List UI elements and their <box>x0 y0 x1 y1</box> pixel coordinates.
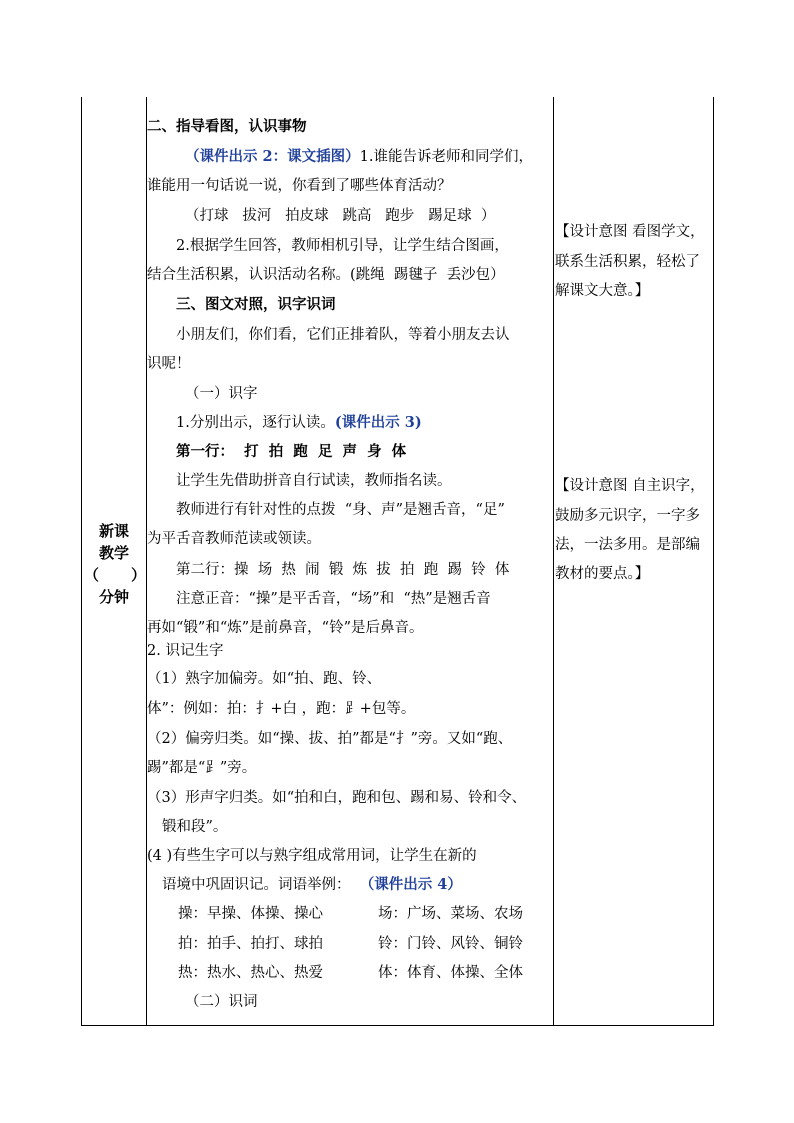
content-line: 教师进行有针对性的点拨 “身、声”是翘舌音，“足” <box>176 502 505 518</box>
content-line: (4 )有些生字可以与熟字组成常用词，让学生在新的 <box>147 848 477 864</box>
content-line: 让学生先借助拼音自行试读，教师指名读。 <box>176 473 452 489</box>
content-line: 第二行：操 场 热 闹 锻 炼 拔 拍 跑 踢 铃 体 <box>176 562 510 578</box>
content-line: （1）熟字加偏旁。如“拍、跑、铃、 <box>147 671 382 687</box>
content-line: 体”：例如：拍：扌+白 ，跑：⻊+包等。 <box>147 701 416 717</box>
content-line: 小朋友们，你们看，它们正排着队，等着小朋友去认 <box>176 327 510 343</box>
content-line: 锻和段”。 <box>162 819 228 835</box>
content-line: 为平舌音教师范读或领读。 <box>147 531 321 547</box>
design-note-1: 解课文大意。】 <box>555 283 650 299</box>
content-line: 注意正音：“操”是平舌音，“场”和 “热”是翘舌音 <box>176 591 491 607</box>
design-note-2: 鼓励多元识字，一字多 <box>555 508 700 524</box>
word-example: 拍：拍手、拍打、球拍 <box>178 936 323 952</box>
word-example: 铃：门铃、风铃、铜铃 <box>378 936 523 952</box>
design-note-1: 【设计意图 看图学文， <box>555 224 705 240</box>
word-example: 场：广场、菜场、农场 <box>378 906 523 922</box>
subsection-heading: （二）识词 <box>185 994 258 1010</box>
content-line: 谁能用一句话说一说，你看到了哪些体育活动？ <box>147 178 452 194</box>
courseware-note: （课件出示 2：课文插图） <box>185 148 360 165</box>
content-line: 2. 识记生字 <box>147 643 224 659</box>
content-line: 踢”都是“⻊”旁。 <box>147 760 257 776</box>
label-line-1: 新课 <box>98 522 129 540</box>
word-example: 操：早操、体操、操心 <box>178 906 323 922</box>
content-line: （2）偏旁归类。如“操、拔、拍”都是“扌”旁。又如“跑、 <box>147 731 513 747</box>
table-divider-2 <box>553 97 554 1026</box>
content-line: 语境中巩固识记。词语举例： （课件出示 4） <box>162 876 462 893</box>
label-line-4: 分钟 <box>98 588 129 606</box>
content-line: 1.分别出示，逐行认读。(课件出示 3) <box>176 414 422 431</box>
content-line: 结合生活积累，认识活动名称。(跳绳 踢毽子 丢沙包） <box>147 267 505 283</box>
design-note-2: 【设计意图 自主识字， <box>555 478 705 494</box>
open-paren: （ <box>84 566 100 584</box>
subsection-heading: （一）识字 <box>185 386 258 402</box>
design-note-2: 法，一法多用。是部编 <box>555 537 700 553</box>
label-line-2: 教学 <box>98 544 129 562</box>
section-heading-2: 二、指导看图，认识事物 <box>147 118 307 135</box>
label-duration <box>82 564 146 586</box>
table-divider-1 <box>146 97 147 1026</box>
content-line: 再如“锻”和“炼”是前鼻音，“铃”是后鼻音。 <box>147 620 424 636</box>
section-heading-3: 三、图文对照，识字识词 <box>176 296 336 313</box>
content-line: 第一行： 打 拍 跑 足 声 身 体 <box>176 443 407 460</box>
design-note-2: 教材的要点。】 <box>555 566 650 582</box>
content-line: （课件出示 2：课文插图）1.谁能告诉老师和同学们， <box>185 148 533 165</box>
table-border-bottom <box>81 1025 714 1026</box>
lesson-stage-label <box>82 520 146 608</box>
word-example: 体：体育、体操、全体 <box>378 965 523 981</box>
design-note-1: 联系生活积累，轻松了 <box>555 254 700 270</box>
courseware-note: (课件出示 3) <box>334 414 422 431</box>
courseware-note: （课件出示 4） <box>359 876 462 893</box>
table-border-right <box>713 97 714 1026</box>
content-line: （打球 拔河 拍皮球 跳高 跑步 踢足球 ） <box>185 208 496 224</box>
content-line: 2.根据学生回答，教师相机引导，让学生结合图画， <box>176 238 509 254</box>
close-paren: ） <box>130 566 146 584</box>
word-example: 热：热水、热心、热爱 <box>178 965 323 981</box>
content-line: （3）形声字归类。如“拍和白，跑和包、踢和易、铃和令、 <box>147 790 527 806</box>
content-line: 识呢！ <box>147 356 191 372</box>
